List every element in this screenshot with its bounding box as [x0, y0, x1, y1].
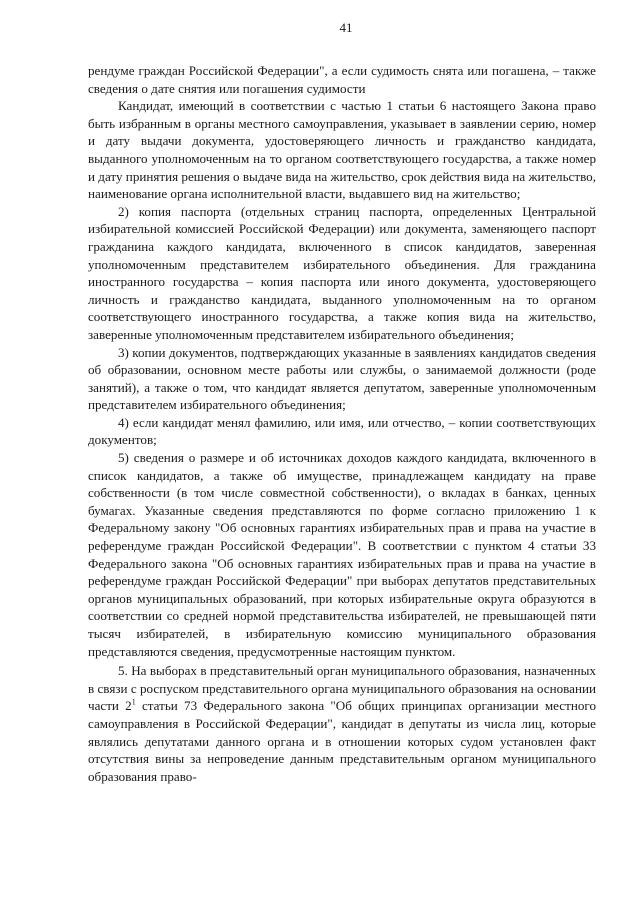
paragraph-continuation: рендуме граждан Российской Федерации", а если судимость снята или погашена, – также сведения о дате снятия или погашения судимости: [88, 63, 596, 96]
paragraph-candidate-statement: Кандидат, имеющий в соответствии с частью 1 статьи 6 настоящего Закона право быть избранным в органы местного самоуправления, указывает в заявлении серию, номер и дату выдачи документа, удостоверяющего личность и гражданство кандидата, выданного уполномоченным на то органом соответствующего государства, а также номер и дату принятия решения о выдаче вида на жительство, срок действия вида на жительство, наименование органа исполнительной власти, выдавшего вид на жительство;: [88, 98, 596, 202]
paragraph-item-3: 3) копии документов, подтверждающих указанные в заявлениях кандидатов сведения об образовании, основном месте работы или службы, о занимаемой должности (роде занятий), а также о том, что кандидат является депутатом, заверенные уполномоченным представителем избирательного объединения;: [88, 344, 596, 413]
paragraph-item-2: 2) копия паспорта (отдельных страниц паспорта, определенных Центральной избирательной комиссией Российской Федерации) или документа, заменяющего паспорт гражданина каждого кандидата, включенного в список кандидатов, заверенная уполномоченным представителем избирательного объединения. Для гражданина иностранного государства – копия паспорта или иного документа, удостоверяющего личность и гражданство кандидата, выданного уполномоченным на то органом соответствующего иностранного государства, а также копия вида на жительство, заверенные уполномоченным представителем избирательного объединения;: [88, 203, 596, 342]
paragraph-item-4: 4) если кандидат менял фамилию, или имя, или отчество, – копии соответствующих документов;: [88, 414, 596, 448]
section-5-text-end: статьи 73 Федерального закона "Об общих принципах организации местного самоуправления в Российской Федерации", кандидат в депутаты из числа лиц, которые являлись депутатами данного органа и в отношении которых судом установлен факт отсутствия вины за непроведение данным представительным органом муниципального образования право-: [88, 698, 596, 784]
section-5-text-start: 5. На выборах в представительный орган муниципального образования, назначенных в связи с роспуском представительного органа муниципального образования на основании части 2: [88, 663, 596, 714]
document-body: [88, 62, 596, 785]
paragraph-section-5: [88, 662, 596, 785]
superscript-index: 1: [131, 698, 136, 708]
paragraph-item-5: 5) сведения о размере и об источниках доходов каждого кандидата, включенного в список кандидатов, а также об имуществе, принадлежащем кандидату на праве собственности (в том числе совместной собственности), о вкладах в банках, ценных бумагах. Указанные сведения представляются по форме согласно приложению 1 к Федеральному закону "Об основных гарантиях избирательных прав и права на участие в референдуме граждан Российской Федерации". В соответствии с пунктом 4 статьи 33 Федерального закона "Об основных гарантиях избирательных прав и права на участие в референдуме граждан Российской Федерации" при выборах депутатов представительных органов муниципальных образований, при которых избирательные округа образуются в соответствии со средней нормой представительства избирателей, не превышающей пяти тысяч избирателей, в избирательную комиссию муниципального образования представляются сведения, предусмотренные настоящим пунктом.: [88, 450, 596, 659]
page-number: 41: [339, 20, 353, 35]
